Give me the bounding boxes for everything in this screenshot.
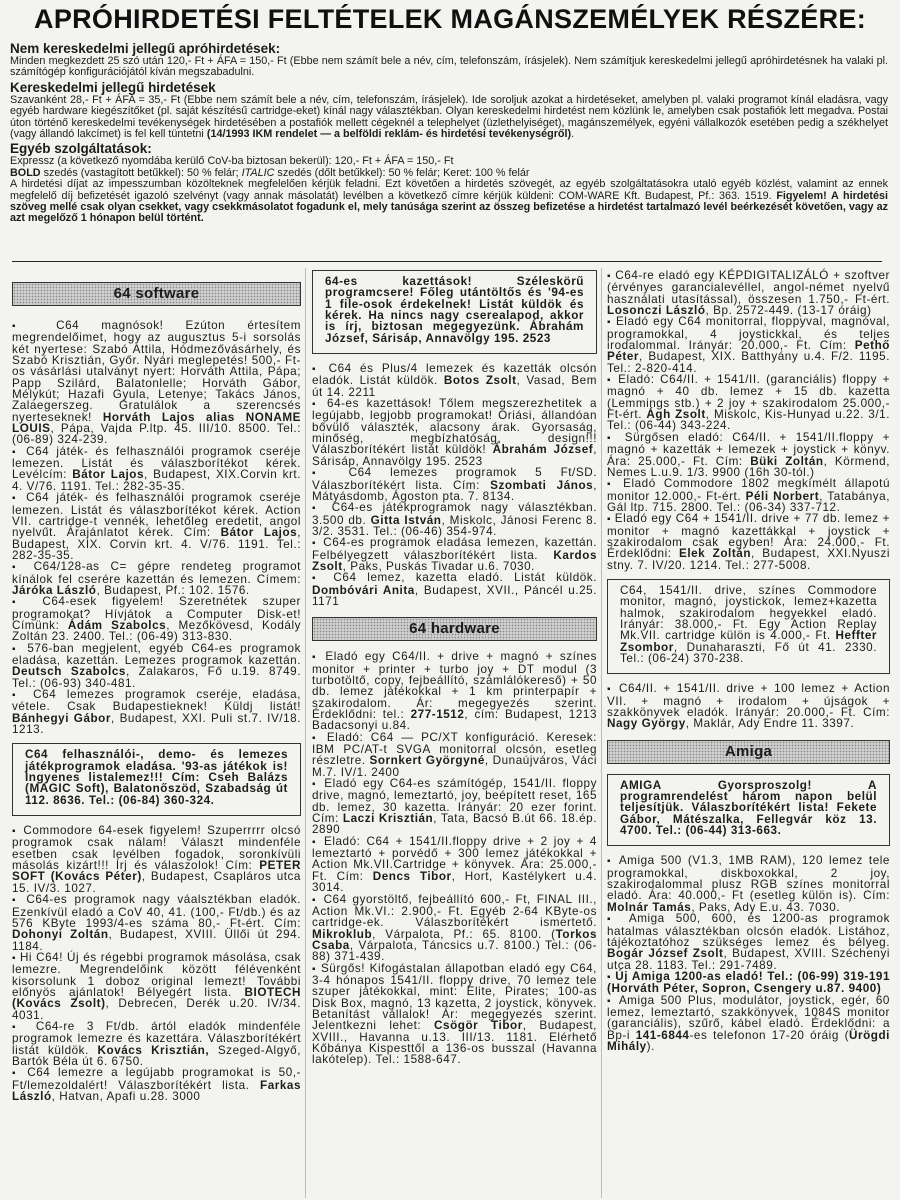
text-run: Amiga 500 (V1.3, 1MB RAM), 120 lemez tele programokkal, diskboxokkal, 2 joy, szakirodalommal plusz RGB színes monitorral eladó. Ára: 40.000,- Ft (esetleg külön is). Cím: — [607, 854, 890, 903]
text-run: C64 és Plus/4 lemezek és kazetták olcsón eladók. Listát küldök. — [312, 362, 597, 388]
bold-text: Farkas László — [12, 1078, 301, 1103]
bold-text: 141-6844 — [635, 1028, 690, 1042]
text-run: Minden megkezdett 25 szó után 120,- Ft + ÁFA = 150,- Ft (Ebbe nem számít bele a név, cím, telefonszám, írásjelek). Nem számítjuk kereskedelmi jellegű apróhirdetésnek ha valaki pl. számítógép konfigurációjától kíván megszabadulni. — [10, 55, 888, 79]
bold-text: Pethő Péter — [607, 339, 890, 364]
text-run: Hi C64! Új és régebbi programok másolása, csak lemezre. Megrendelőink között félévenként kisorsolunk 1 doboz original lemezt! További előnyös ajánlatok! Bélyegért lista. — [12, 950, 301, 999]
text-run: ). — [646, 1039, 655, 1053]
bold-text: C64 felhasználói-, demo- és lemezes játékprogramok eladása. '93-as játékok is! Ingyenes listalemez!!! Cím: Cseh Balázs (MAGIC Soft), Balatonőszöd, Szabadság út 112. 8636. Tel.: (06-84) 360-324. — [25, 748, 288, 807]
bold-text: 277-1512 — [410, 708, 465, 721]
text-run: Szavanként 28,- Ft + ÁFA = 35,- Ft (Ebbe nem számít bele a név, cím, telefonszám, írásjelek). Ide soroljuk azokat a hirdetéseket, amelyben pl. valaki programot kínál eladásra, vagy egyéb hardware kiegészítőket (pl. saját készítésű cartridge-eket) kínál nagy választékban. Olyan kereskedelmi hirdetést nem közlünk le, amelyben csak postafiók lett megadva. Postai úton történő kereskedelmi tevékenységek hirdetésében a postafiók mellett cégeknél a telephelyet (üzlethelyiséget), magánszemélyek, egyéni vállalkozók esetében pedig a székhelyet (vagy állandó lakcímet) is fel kell tüntetni — [10, 93, 888, 141]
classified-ad — [12, 689, 301, 735]
classified-ad — [12, 596, 301, 642]
classified-ad — [312, 467, 597, 502]
text-run: Eladó: C64/II. + 1541/II. (garanciális) floppy + magnó + 40 db. lemez + 15 db. kazetta (Lemmings stb.) + 2 joy + szakirodalom 25.000,- Ft-ért. — [607, 373, 890, 422]
bold-text: 64-es kazettások! Széleskörű programcsere! Főleg utántöltős és '94-es 1 file-osok érdekelnek! Listát küldök és kérek. Ha nincs nagy cserealapod, akkor is írj, biztosan megegyezünk. Ábrahám József, Sárisáp, Annavölgy 195. 2523 — [325, 275, 584, 345]
text-run: , Budapest, XIX.Corvin krt. 4. V/76. 1191. Tel.: 282-35-35. — [12, 468, 302, 493]
text-run: C64-es programok eladása lemezen, kazettán. Felbélyegzett válaszborítékért lista. — [312, 536, 597, 562]
text-run: , Várpalota, Táncsics u.7. 8100.) Tel.: (06-88) 371-439. — [312, 938, 597, 964]
text-run: , Bp. 2572-449. (13-17 óráig) — [705, 304, 872, 318]
page-title: APRÓHIRDETÉSI FELTÉTELEK MAGÁNSZEMÉLYEK RÉSZÉRE: — [34, 4, 866, 34]
bold-text: Kovács Krisztián, — [97, 1043, 210, 1057]
text-run: , Debrecen, Derék u.20. IV/34. 4031. — [12, 997, 301, 1022]
bold-text: Bánhegyi Gábor — [12, 711, 111, 725]
text-run: , Hort, Kastélykert u.4. 3014. — [312, 869, 597, 895]
boxed-ad — [607, 579, 890, 674]
bold-text: Kardos Zsolt — [312, 548, 597, 573]
text-run: C64-re eladó egy KÉPDIGITALIZÁLÓ + szoftver (érvényes garancialevéllel, angol-német nyelvű használati utasítással), összesen 1.750,- Ft-ért. — [607, 269, 890, 306]
text-run: , Budapest, XXI.Nyuszi stny. 7. IV/20. 1214. Tel.: 277-5008. — [607, 547, 890, 572]
text-run: szedés (dőlt betűkkel): 50 % felár; Keret: 100 % felár — [274, 166, 530, 179]
classified-ad — [607, 270, 890, 316]
advertising-terms — [10, 40, 888, 225]
text-run: 64-es kazettások! Tőlem megszerezhetitek a legújabb, legjobb programokat! Óriási, állandóan bővülő választék, alacsony árak. Gyorsaság, minőség, megbízhatóság, design!!! Válaszborítékért listát küldök! — [312, 397, 597, 457]
bold-text: BOLD — [10, 166, 41, 179]
classified-ad — [312, 836, 597, 894]
bold-text: Bátor Lajos — [220, 526, 298, 540]
bold-text: Péli Norbert — [745, 489, 820, 503]
text-run: , Budapest, Csapláros utca 15. IV/3. 1027. — [12, 870, 301, 895]
text-run: C64-es játékprogramok nagy választékban. 3.500 db. — [312, 501, 597, 527]
bold-text: Botos Zsolt — [443, 374, 517, 388]
text-run: , Miskolc, Jánosi Ferenc 8. 3/2. 3531. Tel.: (06-46) 354-974. — [312, 513, 597, 538]
section-heading — [10, 81, 888, 95]
classified-ad — [12, 952, 301, 1021]
text-run: Eladó: C64 — PC/XT konfiguráció. Keresek: IBM PC/AT-t SVGA monitorral olcsón, esetleg részletre. — [312, 730, 597, 768]
bold-text: Elek Zoltán — [678, 547, 752, 561]
text-run: Kereskedelmi jellegű hirdetések — [10, 79, 216, 95]
paragraph — [10, 95, 888, 141]
text-run: Eladó: C64 + 1541/II.floppy drive + 2 joy + 4 lemeztartó + porvédő + 300 lemez játékokkal + Action Mk.VII.Cartridge + könyvek. Ára: 25.000,- Ft. Cím: — [312, 834, 597, 883]
bold-text: Szombati János — [490, 478, 594, 492]
boxed-ad — [12, 743, 301, 816]
bold-text: BIOTECH (Kovács Zsolt) — [12, 985, 301, 1011]
text-run: szedés (vastagított betűkkel): 50 % felár; — [40, 166, 242, 179]
text-run: , Tata, Bacsó B.út 66. 18.ép. 2890 — [312, 812, 597, 837]
bold-text: Dohonyi Zoltán — [12, 928, 109, 942]
classified-ad — [12, 561, 301, 596]
classified-ad — [607, 374, 890, 432]
text-run: , Paks, Ady E.u. 43. 7030. — [691, 900, 841, 914]
text-run: , Miskolc, Kis-Hunyad u.22. 3/1. Tel.: (06-44) 343-224. — [607, 408, 891, 433]
classified-ad — [12, 492, 301, 561]
classified-ad — [312, 963, 597, 1066]
text-run: , Budapest, XVIII. Üllői út 294. 1184. — [12, 928, 301, 953]
boxed-ad — [607, 774, 890, 847]
text-run: , Tatabánya, Gál ltp. 715. 2800. Tel.: (06-34) 337-712. — [607, 489, 890, 514]
text-run: , Várpalota, Pf.: 65. 8100. ( — [372, 927, 556, 941]
bold-text: Torkos Csaba — [312, 927, 597, 952]
classified-ad — [12, 446, 301, 492]
classified-ad — [312, 502, 597, 537]
text-run: , Pápa, Vajda P.ltp. 45. III/10. 8500. Tel.: (06-89) 324-239. — [12, 422, 301, 447]
text-run: Eladó egy C64 monitorral, floppyval, magnóval, programokkal, 4 joystickkal, és teljes irodalommal. Irányár: 20.000,- Ft. Cím: — [607, 315, 890, 353]
classified-ad — [312, 732, 597, 778]
text-run: , Budapest, XIX. Batthyány u.4. F/2. 1195. Tel.: 2-820-414. — [607, 350, 890, 375]
text-run: Amiga 500 Plus, modulátor, joystick, egér, 60 lemez, lemeztartó, szakkönyvek, 1084S monitor (garanciális), szűrő, kábel eladó. Érdeklődni: a Bp-i — [607, 993, 890, 1042]
section-heading — [10, 42, 888, 56]
bold-text: Molnár Tamás — [607, 900, 692, 914]
text-run: , Maklár, Ady Endre 11. 3397. — [685, 717, 855, 731]
bold-text: Ágh Zsolt — [646, 408, 706, 422]
text-run: C64, 1541/II. drive, színes Commodore monitor, magnó, joystickok, lemez+kazetta halmok, szakirodalom hegyekkel eladó. Irányár: 38.000,- Ft. Egy Action Replay Mk.VII. cartridge külön is 4.000,- Ft. — [620, 583, 877, 643]
classified-ad — [607, 513, 890, 571]
divider — [12, 261, 882, 262]
category-header: 64 software — [12, 282, 301, 306]
category-header: Amiga — [607, 740, 890, 764]
classified-ad — [607, 683, 890, 729]
column-right — [607, 270, 890, 1052]
text-run: A hirdetési díjat az impesszumban közölteknek megfelelően kérjük feladni. Ezt követően a hirdetés szövegét, az egyéb szolgáltatásokra utaló egyéb közlést, valamint az ennek megfelelő díj befizetését igazoló szelvényt (vagy annak másolatát) levélben a következő címre kérjük küldeni: COM-WARE Kft. Budapest, Pf.: 363. 1519. — [10, 178, 888, 202]
text-run: , Budapest, XVII., Páncél u.25. 1171 — [312, 583, 598, 608]
text-run: , Mátyásdomb, Ágoston pta. 7. 8134. — [312, 478, 597, 503]
text-run: C64 gyorstöltő, fejbeállító 600,- Ft, FINAL III., Action Mk.VI.: 2.900,- Ft. Egyéb 2-64 KByte-os cartridge-ek. Válaszborítékért ismertető. — [312, 892, 597, 930]
classified-ad — [312, 398, 597, 467]
text-run: C64 lemezre a legújabb programokat is 50,- Ft/lemezoldalért! Válaszborítékért lista. — [12, 1066, 301, 1092]
bold-text: Bogár József Zsolt — [607, 947, 724, 961]
text-run: Szeged-Algyő, Bartók Béla út 6. 6750. — [12, 1043, 301, 1068]
boxed-ad — [312, 270, 597, 354]
bold-text: Heffter Zsombor — [620, 629, 877, 654]
column-divider — [601, 268, 602, 1198]
text-run: Egyéb szolgáltatások: — [10, 141, 152, 157]
bold-text: Csögör Tibor — [434, 1019, 523, 1033]
text-run: C64 lemezes programok 5 Ft/SD. Válaszborítékért lista. Cím: — [312, 466, 597, 492]
classified-ad — [607, 971, 890, 995]
bold-text: Ábrahám József — [492, 443, 594, 457]
bold-text: Horváth Lajos alias NONAME LOUIS — [12, 410, 301, 436]
text-run: C64/128-as C= gépre rendeteg programot kínálok fel cserére kazettán és lemezen. Címem: — [12, 560, 301, 586]
text-run: , Mezőkövesd, Kodály Zoltán 23. 2400. Tel.: (06-49) 313-830. — [12, 618, 301, 644]
italic-text: ITALIC — [241, 166, 275, 179]
bold-text: Ádám Szabolcs — [67, 618, 167, 632]
text-run: Eladó Commodore 1802 megkímélt állapotú monitor 12.000,- Ft-ért. — [607, 477, 890, 503]
text-run: , Paks, Puskás Tivadar u.6. 7030. — [342, 559, 535, 573]
text-run: , Budapest, XIX. Corvin krt. 4. V/76. 1191. Tel.: 282-35-35. — [12, 526, 302, 562]
text-run: Sürgős! Kifogástalan állapotban eladó egy C64, 3-4 hónapos 1541/II. floppy drive, 70 lemez tele szuper játékokkal, mint: Elite, Pirates; 100-as Disk Box, magnó, 13 kazetta, 2 joystick, könyvek. Betanítást vállalok! Ár: megegyezés szerint. Jelentkezni lehet: — [312, 961, 597, 1033]
bold-text: Laczi Krisztián — [342, 812, 434, 826]
bold-text: Figyelem! A hirdetési szöveg mellé csak olyan csekket, vagy csekkmásolatot fogadunk el, mely tanúsága szerint az összeg befizetése a hirdetést tartalmazó levél beérkezését követően, vagy az azt megelőző 1 hónapon belül történt. — [10, 189, 888, 225]
classified-ad — [607, 432, 890, 478]
classified-ad — [607, 855, 890, 913]
bold-text: Dombóvári Anita — [312, 583, 415, 597]
text-run: , Vasad, Bem út 14. 2211 — [312, 374, 597, 399]
text-run: , Hatvan, Apafi u.28. 3000 — [51, 1090, 201, 1103]
category-header: 64 hardware — [312, 617, 597, 641]
text-run: C64 játék- és felhasználói programok cseréje lemezen. Listát és válaszborítékot kérek. Action VII. cartridge-t vennék, lehetőleg eredetit, angol nyelvűt. Árajánlatot kérek. Cím: — [12, 491, 301, 540]
bold-text: Járóka László — [12, 583, 97, 597]
text-run: C64 játék- és felhasználói programok cseréje lemezen. Listát és válaszborítékot kérek. Levélcím: — [12, 444, 301, 482]
text-run: Eladó egy C64 + 1541/II. drive + 77 db. lemez + monitor + magnó kazettákkal + joystick + szakirodalom csak egyben! Ára: 24.000,- Ft. Érdeklődni: — [607, 512, 890, 561]
bold-text: Sornkert Györgyné — [369, 754, 485, 768]
text-run: C64-esek figyelem! Szeretnétek szuper programokat? Hívjátok a Computer Disk-et! Címünk: — [12, 595, 301, 632]
bold-text: (14/1993 IKM rendelet — a belföldi reklám- és hirdetési tevékenységről) — [206, 128, 572, 141]
classified-ad — [12, 825, 301, 894]
classified-ad — [12, 1067, 301, 1102]
text-run: C64/II. + 1541/II. drive + 100 lemez + Action VII. + magnó + irodalom + újságok + szakkönyvek eladók. Irányár: 20.000,- Ft. Cím: — [607, 682, 890, 720]
paragraph — [10, 56, 888, 79]
bold-text: Dencs Tibor — [372, 869, 452, 883]
classified-ad — [12, 1021, 301, 1067]
text-run: Eladó egy C64/II. + drive + magnó + színes monitor + printer + turbo joy + DT modul (3 turbotöltő, copy, fejbeállító, számlálókereső) + 50 db. lemez játékokkal + 1 km printerpapír + szakirodalom. Ár: megegyezés szerint. Érdeklődni: tel.: — [312, 650, 597, 721]
bold-text: Bátor Lajos — [72, 468, 145, 482]
bold-text: Gitta István — [370, 513, 442, 527]
bold-text: Nagy György — [607, 717, 686, 731]
classified-ad — [607, 995, 890, 1053]
text-run: Amiga 500, 600, és 1200-as programok hatalmas választékban olcsón eladók. Listához, tájékoztatóhoz szükséges lemez és bélyeg. — [607, 912, 890, 949]
classified-ad — [312, 572, 597, 607]
classified-ad — [12, 320, 301, 446]
classified-ad — [312, 537, 597, 572]
text-run: , Körmend, Nemes L.u.9. 1/3. 9900 (16h 30-tól.) — [607, 454, 891, 479]
text-run: C64-re 3 Ft/db. ártól eladók mindenféle programok lemezre és kazettára. Válaszborítékért listát küldök. — [12, 1019, 301, 1057]
bold-text: PETER SOFT (Kovács Péter) — [12, 859, 301, 884]
text-run: Sürgősen eladó: C64/II. + 1541/II.floppy + magnó + kazetták + lemezek + joystick + könyv. Ára: 25.000,- Ft. Cím: — [607, 430, 890, 468]
text-run: , Dunaújváros, Váci M.7. IV/1. 2400 — [312, 754, 597, 779]
classified-ad — [12, 894, 301, 952]
text-run: Expressz (a következő nyomdába kerülő CoV-ba biztosan bekerül): 120,- Ft + ÁFA = 150,- Ft — [10, 155, 454, 168]
bold-text: Deutsch Szabolcs — [12, 665, 126, 679]
text-run: , Zalakaros, Fő u.19. 8749. Tel.: (06-93) 340-481. — [12, 665, 301, 690]
text-run: , Budapest, Pf.: 102. 1576. — [96, 583, 250, 597]
text-run: , Budapest, XXI. Puli st.7. IV/18. 1213. — [12, 711, 301, 737]
bold-text: Új Amiga 1200-as eladó! Tel.: (06-99) 319-191 (Horváth Péter, Sopron, Csengery u.87. 9400) — [607, 969, 890, 996]
classified-ad — [312, 778, 597, 836]
bold-text: Ürögdi Mihály — [607, 1028, 890, 1053]
text-run: , Dunaharaszti, Fő út 41. 2330. Tel.: (06-24) 370-238. — [620, 640, 877, 665]
text-run: C64 magnósok! Ezúton értesítem megrendelőimet, hogy az augusztus 5-i sorsolás két nyertese: Szabó Attila, Hódmezővásárhely, és Szabó Krisztián, Győr. Nyári meglepetés! 500,- Ft-os vásárlási utalványt nyert: Horváth Attila, Pápa; Papp Szilárd, Balatonlelle; Horváth Gábor, Mélykút; Hazafi Gyula, Letenye; Takács János, Zalaegerszeg. Gratulálok a szerencsés nyerteseknek! — [12, 319, 301, 424]
text-run: 576-ban megjelent, egyéb C64-es programok eladása, kazettán. Lemezes programok kazettán. — [12, 641, 301, 667]
classified-ad — [607, 316, 890, 374]
bold-text: Losonczi László — [607, 304, 706, 318]
text-run: C64-es programok nagy váalsztékban eladók. Ezenkívül eladó a CoV 40, 41. (100,- Ft/db.) és az 576 KByte 1993/4-es száma 80,- Ft-ért. Cím: — [12, 893, 301, 930]
text-run: , Sárisáp, Annavölgy 195. 2523 — [312, 443, 598, 468]
text-run: . — [571, 128, 575, 141]
classified-ad — [312, 363, 597, 398]
text-run: C64 lemezes programok cseréje, eladása, vétele. Csak Budapestieknek! Küldj listát! — [12, 688, 301, 714]
column-middle — [312, 270, 597, 1066]
classified-ad — [312, 651, 597, 731]
classified-ad — [607, 913, 890, 971]
text-run: Commodore 64-esek figyelem! Szuperrrrr olcsó programok csak nálam! Választ mindenféle esetben csak levélben fogadok, soronkívüli másolás kizárt!!! Írj és válaszolok! Cím: — [12, 824, 301, 873]
text-run: , Budapest, XVIII., Havanna u.13. III/13. 1181. Elérhető Kőbánya Kispesttől a 136-os busszal (Havanna lakótelep). Tel.: 1588-647. — [312, 1019, 597, 1067]
classified-ad — [607, 478, 890, 513]
bold-text: Büki Zoltán — [750, 454, 824, 468]
text-run: Nem kereskedelmi jellegű apróhirdetések: — [10, 41, 281, 56]
column-divider — [305, 268, 306, 1198]
text-run: C64 lemez, kazetta eladó. Listát küldök. — [333, 571, 597, 585]
text-run: Eladó egy C64-es számítógép, 1541/II. floppy drive, magnó, lemeztartó, joy, beépített reset, 165 db. lemez, 30 kazetta. Irányár: 20 ezer forint. Cím: — [312, 777, 597, 826]
text-run: , cím: Budapest, 1213 Badacsonyi u.84. — [312, 708, 597, 733]
column-64-software — [12, 282, 301, 1102]
bold-text: AMIGA Gyorsproszolg! A programrendelést három napon belül teljesítjük. Válaszborítékért lista! Fekete Gábor, Mátészalka, Fellegvár köz 13. 4700. Tel.: (06-44) 313-663. — [620, 778, 877, 838]
classified-ad — [12, 643, 301, 689]
classified-ad — [312, 894, 597, 963]
text-run: , Budapest, XVIII. Széchenyi utca 28. 1183. Tel.: 291-7489. — [607, 947, 890, 972]
bold-text: Mikroklub — [312, 927, 373, 941]
text-run: -es telefonon 17-20 óráig ( — [689, 1028, 850, 1042]
paragraph — [10, 179, 888, 225]
